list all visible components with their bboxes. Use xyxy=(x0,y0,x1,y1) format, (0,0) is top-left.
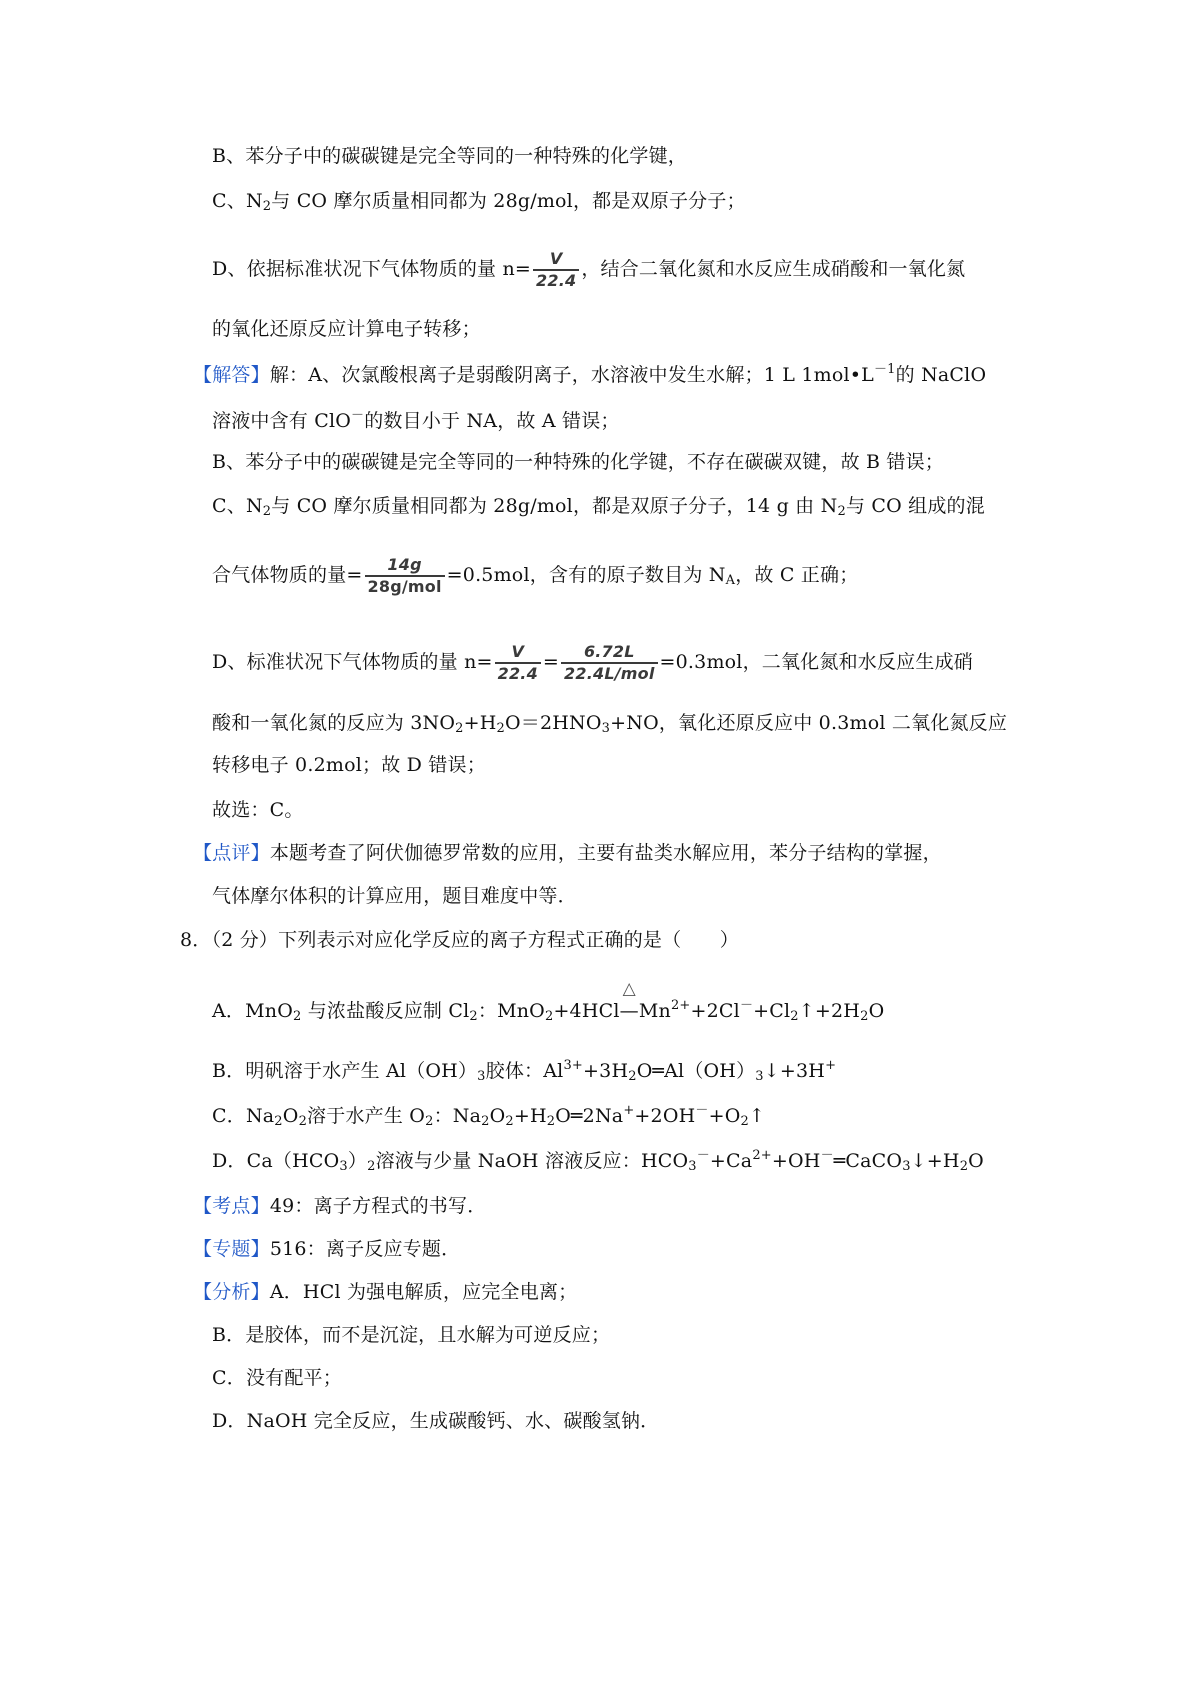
fraction-14g-over-28g-mol: $\frac{14g}{\text{28g/mol}}$ xyxy=(365,556,445,596)
delta-heat-icon: △ xyxy=(622,979,636,999)
analysis-line-b: B、苯分子中的碳碳键是完全等同的一种特殊的化学键， xyxy=(212,145,687,167)
answer-tag: 【解答】 xyxy=(193,364,270,386)
analysis-tag: 【分析】 xyxy=(193,1281,270,1303)
knowledge-point: 【考点】49：离子方程式的书写． xyxy=(193,1195,487,1217)
answer-choice: 故选：C。 xyxy=(212,799,304,821)
comment-tag: 【点评】 xyxy=(193,842,270,864)
fraction-v-over-22.4: $\frac{V}{22.4}$ xyxy=(533,250,579,290)
question-8-stem: 8．（2 分）下列表示对应化学反应的离子方程式正确的是（ ） xyxy=(180,929,739,951)
analysis-8-c: C．没有配平； xyxy=(212,1367,342,1389)
analysis-8-a: 【分析】A．HCl 为强电解质，应完全电离； xyxy=(193,1281,578,1303)
analysis-8-d: D．NaOH 完全反应，生成碳酸钙、水、碳酸氢钠． xyxy=(212,1410,660,1432)
comment-line-cont: 气体摩尔体积的计算应用，题目难度中等． xyxy=(212,885,577,907)
answer-line-b: B、苯分子中的碳碳键是完全等同的一种特殊的化学键，不存在碳碳双键，故 B 错误； xyxy=(212,451,945,473)
heating-condition: △ — xyxy=(620,998,639,1024)
question-8-option-b[interactable]: B．明矾溶于水产生 $Al(OH)_3$胶体：$Al^{3+}+3H_2O═Al(OH)_3↓+3H^+$ xyxy=(212,1058,837,1084)
answer-line-d-equation: 酸和一氧化氮的反应为 $3NO_2+H_2O=2HNO_3+NO$，氧化还原反应中 0.3mol 二氧化氮反应 xyxy=(212,712,1008,736)
fraction-v-over-22.4-b: $\frac{V}{22.4}$ xyxy=(495,643,541,683)
analysis-line-d-cont: 的氧化还原反应计算电子转移； xyxy=(212,318,481,340)
answer-line-c: C、$N_2$与 CO 摩尔质量相同都为 28g/mol，都是双原子分子，14 g 由 $N_2$与 CO 组成的混 xyxy=(212,495,985,519)
comment-line: 【点评】本题考查了阿伏伽德罗常数的应用，主要有盐类水解应用，苯分子结构的掌握， xyxy=(193,842,942,864)
question-8-option-a[interactable]: A．MnO$_2$ 与浓盐酸反应制 $Cl_2$：MnO$_2$+4HCl △ $—Mn^{2+}+2Cl^-+Cl_2↑+2H_2O$ xyxy=(212,998,884,1024)
answer-line-c-cont: 合气体物质的量= $\frac{14g}{\text{28g/mol}}$ =0.5mol，含有的原子数目为 $N_A$，故 C 正确； xyxy=(212,555,859,596)
answer-line-a: 【解答】解：A、次氯酸根离子是弱酸阴离子，水溶液中发生水解；1 L $1mol•L^{-1}$的 NaClO xyxy=(193,362,987,386)
answer-line-d: D、标准状况下气体物质的量 n= $\frac{V}{22.4}$ = $\frac{6.72L}{\text{22.4L/mol}}$ =0.3mol，二氧化氮和水反应生成硝 xyxy=(212,642,973,683)
topic: 【专题】516：离子反应专题． xyxy=(193,1238,461,1260)
answer-line-d-cont: 转移电子 0.2mol；故 D 错误； xyxy=(212,754,486,776)
knowledge-tag: 【考点】 xyxy=(193,1195,270,1217)
analysis-line-c: C、$N_2$与 CO 摩尔质量相同都为 28g/mol，都是双原子分子； xyxy=(212,190,746,214)
fraction-6.72l-over-22.4l-mol: $\frac{6.72L}{\text{22.4L/mol}}$ xyxy=(561,643,657,683)
analysis-8-b: B．是胶体，而不是沉淀，且水解为可逆反应； xyxy=(212,1324,611,1346)
analysis-line-d: D、依据标准状况下气体物质的量 n= $\frac{V}{22.4}$ ，结合二氧化氮和水反应生成硝酸和一氧化氮 xyxy=(212,249,966,290)
question-8-option-c[interactable]: C．$Na_2O_2$溶于水产生 $O_2$：$Na_2O_2+H_2O═2Na^++2OH^-+O_2↑$ xyxy=(212,1103,766,1129)
topic-tag: 【专题】 xyxy=(193,1238,270,1260)
question-8-option-d[interactable]: D．$Ca(HCO_3)_2$溶液与少量 NaOH 溶液反应：$HCO_3^-+Ca^{2+}+OH^-═CaCO_3↓+H_2O$ xyxy=(212,1148,984,1174)
answer-line-a-cont: 溶液中含有 ClO－的数目小于 NA，故 A 错误； xyxy=(212,408,620,432)
